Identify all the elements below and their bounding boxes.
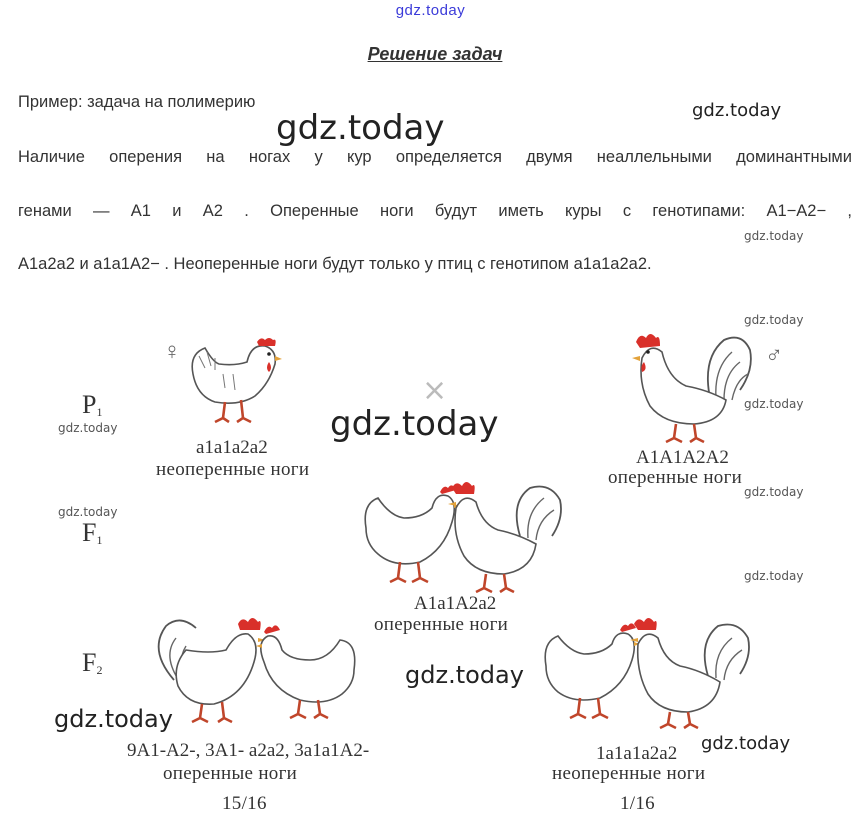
intro-text: Пример: задача на полимерию [18,93,256,111]
hen-illustration [185,334,285,430]
word: ноги [380,202,414,220]
watermark: gdz.today [744,229,804,243]
male-symbol: ♂ [765,342,783,369]
f2-left-ratio: 15/16 [222,793,267,814]
f2-left-genotypes: 9A1-A2-, 3A1- a2a2, 3a1a1A2- [127,740,370,761]
top-watermark: gdz.today [395,2,466,19]
f2-right-chickens-illustration [540,612,756,730]
word: — [92,202,110,220]
word: с [622,202,632,220]
p1-female-genotype: a1a1a2a2 [196,437,268,458]
paragraph-line-3 [18,202,852,221]
watermark: gdz.today [744,569,804,583]
word: A2 [202,202,223,220]
cross-symbol: × [422,373,448,408]
watermark: gdz.today [744,313,804,327]
watermark: gdz.today [276,108,445,148]
f2-left-chickens-illustration [140,610,360,728]
generation-label-f2: $F_2$ [82,648,103,677]
rooster-illustration [628,328,756,446]
generation-label-p1: $P_1$ [82,390,103,419]
f1-phenotype: оперенные ноги [374,614,509,635]
word: будут [434,202,478,220]
p1-male-genotype: A1A1A2A2 [636,447,729,468]
f2-right-phenotype: неоперенные ноги [552,763,706,784]
page-title: Решение задач [367,44,503,64]
watermark: gdz.today [744,485,804,499]
p1-female-phenotype: неоперенные ноги [156,459,310,480]
paragraph-line-4: A1a2a2 и a1a1A2− . Неоперенные ноги будут только у птиц с генотипом a1a1a2a2. [18,255,652,273]
generation-label-f1: $F_1$ [82,518,103,547]
watermark: gdz.today [692,100,782,121]
watermark: gdz.today [330,404,499,444]
female-symbol: ♀ [163,338,181,365]
watermark: gdz.today [701,733,791,754]
p1-male-phenotype: оперенные ноги [608,467,743,488]
word: A1−A2− [766,202,827,220]
watermark: gdz.today [54,705,173,733]
word: A1 [130,202,151,220]
f2-right-ratio: 1/16 [620,793,655,814]
word: генами [18,202,72,220]
f2-right-genotype: 1a1a1a2a2 [596,743,678,764]
word: , [847,202,852,220]
f1-genotype: A1a1A2a2 [414,593,497,614]
watermark: gdz.today [58,505,118,519]
word: генотипами: [652,202,746,220]
word: и [172,202,182,220]
word: иметь [498,202,544,220]
f2-left-phenotype: оперенные ноги [163,763,298,784]
word: куры [565,202,602,220]
word: Оперенные [270,202,359,220]
watermark: gdz.today [405,661,524,689]
f1-chickens-illustration [360,478,570,596]
watermark: gdz.today [58,421,118,435]
word: . [244,202,249,220]
watermark: gdz.today [744,397,804,411]
paragraph-line-2: Наличие оперения на ногах у кур определяется двумя неаллельными доминантными [18,148,852,166]
